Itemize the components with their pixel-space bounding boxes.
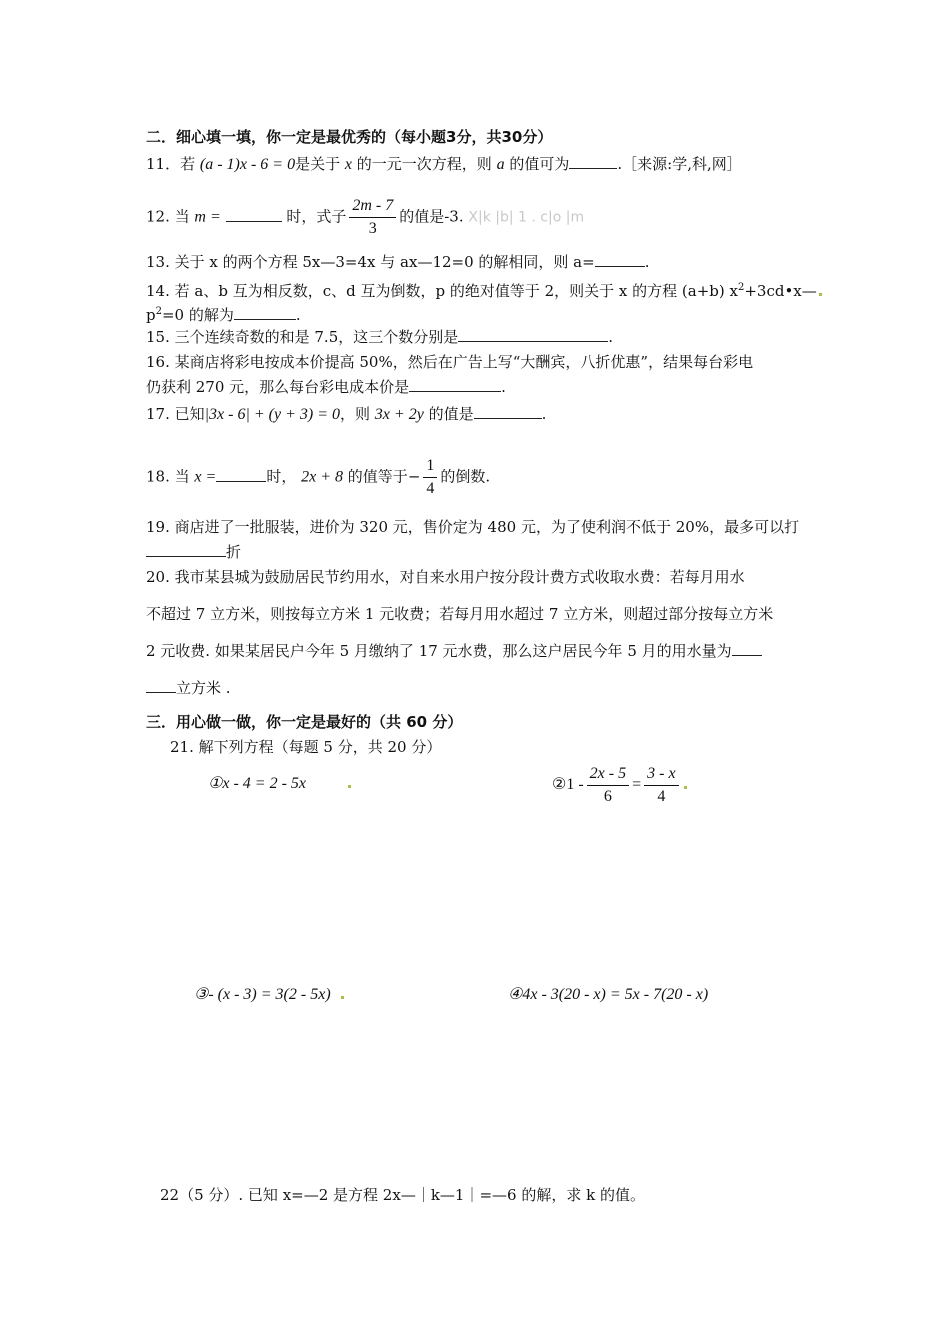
q14-sup: 2 bbox=[737, 282, 745, 293]
q15-text: 15. 三个连续奇数的和是 7.5，这三个数分别是 bbox=[146, 328, 459, 346]
question-14-line2 bbox=[146, 302, 301, 325]
equation-1 bbox=[208, 774, 351, 794]
question-14-line1 bbox=[146, 278, 822, 301]
q12-answer-blank[interactable] bbox=[226, 207, 282, 222]
question-18 bbox=[146, 456, 490, 499]
q18-mid: 时， bbox=[266, 467, 297, 486]
q18-numerator: 1 bbox=[423, 456, 437, 478]
q17-expr: |3x - 6| + (y + 3) = 0 bbox=[204, 406, 340, 423]
q12-mid: 时，式子 bbox=[286, 207, 347, 226]
q11-mid2: 的一元一次方程，则 bbox=[356, 155, 492, 173]
q11-expr: (a - 1)x - 6 = 0 bbox=[199, 156, 296, 173]
q12-var: m = bbox=[194, 208, 221, 226]
q18-sign: − bbox=[407, 467, 421, 486]
q14-line2-sup: 2 bbox=[155, 306, 162, 317]
q13-text: 13. 关于 x 的两个方程 5x—3=4x 与 ax—12=0 的解相同，则 a= bbox=[146, 253, 595, 271]
equation-2-den-2: 4 bbox=[657, 788, 666, 805]
q14-line1b: +3cd•x— bbox=[744, 282, 817, 300]
q17-expr2: 3x + 2y bbox=[374, 406, 424, 423]
q11-var2: a bbox=[496, 156, 505, 173]
q20-answer-blank-b[interactable] bbox=[146, 678, 176, 693]
equation-2-fraction-1 bbox=[587, 764, 629, 807]
q18-fraction bbox=[423, 456, 437, 499]
q18-expr: 2x + 8 bbox=[301, 468, 344, 486]
stray-dot bbox=[684, 786, 687, 789]
q12-watermark: X|k |b| 1 . c|o |m bbox=[468, 209, 585, 226]
question-16-line2 bbox=[146, 377, 506, 397]
q19-line2: 折 bbox=[226, 543, 242, 561]
equation-2-equals: = bbox=[632, 776, 642, 794]
question-13 bbox=[146, 252, 649, 272]
equation-4 bbox=[508, 985, 708, 1005]
q13-end: . bbox=[644, 253, 650, 271]
stray-dot bbox=[348, 785, 351, 788]
q17-answer-blank[interactable] bbox=[474, 404, 542, 419]
q13-answer-blank[interactable] bbox=[595, 252, 645, 267]
question-20-line1: 20. 我市某县城为鼓励居民节约用水，对自来水用户按分段计费方式收取水费：若每月用水 bbox=[146, 568, 745, 586]
q11-num: 11．若 bbox=[146, 155, 196, 173]
q18-end: 的倒数. bbox=[440, 467, 491, 486]
q12-end: 的值是-3. bbox=[399, 207, 464, 226]
question-20-line3 bbox=[146, 641, 762, 661]
question-12 bbox=[146, 196, 584, 239]
q14-line2a: p bbox=[146, 306, 156, 324]
stray-dot bbox=[341, 996, 344, 999]
equation-2-fraction-2 bbox=[644, 764, 678, 807]
question-19-line2 bbox=[146, 542, 241, 562]
section3-heading: 三．用心做一做，你一定是最好的（共 60 分） bbox=[146, 713, 463, 731]
question-21-title: 21. 解下列方程（每题 5 分，共 20 分） bbox=[170, 738, 442, 756]
equation-1-text: ①x - 4 = 2 - 5x bbox=[208, 775, 306, 792]
q12-denominator: 3 bbox=[368, 220, 377, 237]
question-20-line2: 不超过 7 立方米，则按每立方米 1 元收费；若每月用水超过 7 立方米，则超过部分按每立方米 bbox=[146, 605, 774, 623]
q11-answer-blank[interactable] bbox=[569, 154, 617, 169]
q18-mid2: 的值等于 bbox=[347, 467, 408, 486]
q20-answer-blank-a[interactable] bbox=[732, 641, 762, 656]
q18-var: x = bbox=[194, 468, 217, 486]
q16-end: . bbox=[501, 378, 506, 396]
q14-end: . bbox=[295, 306, 301, 324]
question-11 bbox=[146, 154, 742, 175]
equation-2-den-1: 6 bbox=[603, 788, 612, 805]
q14-answer-blank[interactable] bbox=[234, 305, 296, 320]
q15-end: . bbox=[608, 328, 614, 346]
q16-answer-blank[interactable] bbox=[409, 377, 501, 392]
section2-heading: 二．细心填一填，你一定是最优秀的（每小题3分，共30分） bbox=[146, 128, 553, 146]
q17-mid: ，则 bbox=[340, 405, 371, 423]
q11-var: x bbox=[344, 156, 352, 173]
equation-2 bbox=[552, 764, 687, 807]
q17-end2: . bbox=[541, 405, 547, 423]
question-16-line1: 16. 某商店将彩电按成本价提高 50%，然后在广告上写“大酬宾，八折优惠”，结果每台彩电 bbox=[146, 353, 754, 371]
question-20-line4 bbox=[146, 678, 231, 698]
q19-answer-blank[interactable] bbox=[146, 542, 226, 557]
equation-2-num-1: 2x - 5 bbox=[587, 764, 629, 786]
q11-mid: 是关于 bbox=[295, 155, 341, 173]
q12-num: 12. 当 bbox=[146, 207, 190, 226]
question-19-line1: 19. 商店进了一批服装，进价为 320 元，售价定为 480 元，为了使利润不低于 20%，最多可以打 bbox=[146, 518, 800, 536]
q14-line2b: =0 的解为 bbox=[161, 306, 234, 324]
stray-dot bbox=[819, 293, 822, 296]
q15-answer-blank[interactable] bbox=[458, 327, 608, 342]
q14-line1: 14. 若 a、b 互为相反数，c、d 互为倒数，p 的绝对值等于 2，则关于 x 的方程 (a+b) x bbox=[146, 282, 738, 300]
equation-3-text: ③- (x - 3) = 3(2 - 5x) bbox=[194, 986, 331, 1003]
q16-line2: 仍获利 270 元，那么每台彩电成本价是 bbox=[146, 378, 410, 396]
equation-2-prefix: ②1 - bbox=[552, 776, 584, 794]
q12-numerator: 2m - 7 bbox=[349, 196, 396, 218]
question-15 bbox=[146, 327, 613, 347]
q20-line4: 立方米 . bbox=[176, 679, 231, 697]
q12-fraction bbox=[349, 196, 396, 239]
q18-answer-blank[interactable] bbox=[216, 467, 266, 482]
q11-source: .［来源:学,科,网］ bbox=[617, 155, 742, 173]
equation-3 bbox=[194, 985, 344, 1005]
question-17 bbox=[146, 404, 546, 425]
question-22: 22（5 分）. 已知 x=—2 是方程 2x—｜k—1｜=—6 的解，求 k 的值。 bbox=[160, 1186, 645, 1204]
equation-4-text: ④4x - 3(20 - x) = 5x - 7(20 - x) bbox=[508, 986, 709, 1003]
q20-line3: 2 元收费. 如果某居民户今年 5 月缴纳了 17 元水费，那么这户居民今年 5 月的用水量为 bbox=[146, 642, 732, 660]
q18-denominator: 4 bbox=[426, 480, 435, 497]
q18-num: 18. 当 bbox=[146, 467, 190, 486]
q17-end: 的值是 bbox=[428, 405, 474, 423]
q17-num: 17. 已知 bbox=[146, 405, 205, 423]
equation-2-num-2: 3 - x bbox=[644, 764, 678, 786]
q11-end: 的值可为 bbox=[509, 155, 570, 173]
